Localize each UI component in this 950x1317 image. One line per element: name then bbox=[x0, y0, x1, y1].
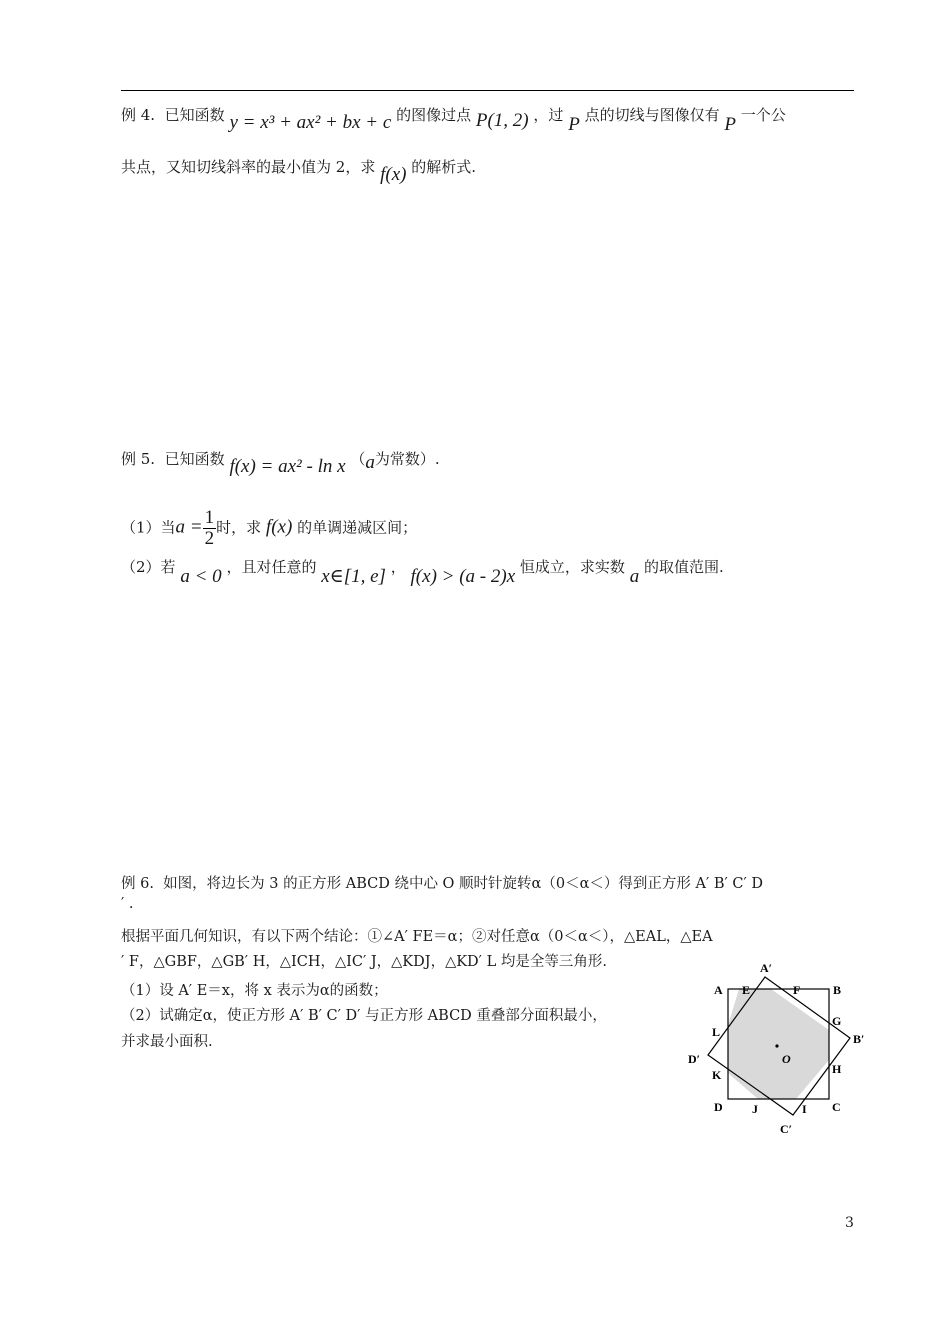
label-B-prime: B′ bbox=[853, 1032, 865, 1046]
ex5-text: （2）若 bbox=[121, 558, 176, 576]
ex4-text: 共点，又知切线斜率的最小值为 2，求 bbox=[121, 158, 376, 176]
ex6-q2: （2）试确定α，使正方形 A′ B′ C′ D′ 与正方形 ABCD 重叠部分面积最小， bbox=[121, 1008, 607, 1024]
ex5-q2-x: x∈[1, e] bbox=[321, 566, 386, 587]
label-B: B bbox=[833, 983, 842, 997]
ex6-line1 bbox=[121, 872, 763, 893]
ex6-line1b: ′ . bbox=[121, 896, 134, 912]
ex5-q2-a: a bbox=[629, 566, 640, 587]
ex4-text: ，过 bbox=[533, 106, 564, 124]
ex5-a: a bbox=[365, 452, 375, 473]
ex5-text: 的取值范围. bbox=[644, 558, 724, 576]
ex5-text: 恒成立，求实数 bbox=[519, 558, 625, 576]
ex4-line1 bbox=[121, 104, 786, 135]
ex5-text: 已知函数 bbox=[164, 450, 225, 468]
label-L: L bbox=[712, 1025, 721, 1039]
fraction-denominator: 2 bbox=[204, 528, 215, 549]
overlap-region bbox=[728, 989, 829, 1099]
ex5-q1-a: a = bbox=[175, 516, 203, 538]
center-point bbox=[775, 1044, 778, 1047]
ex6-line2: 根据平面几何知识，有以下两个结论：①∠A′ FE＝α；②对任意α（0＜α＜），△EAL，△EA bbox=[121, 929, 713, 945]
ex6-label: 例 6. bbox=[121, 876, 154, 892]
label-C: C bbox=[832, 1100, 841, 1114]
header-rule bbox=[121, 90, 854, 91]
label-H: H bbox=[832, 1062, 842, 1076]
label-F: F bbox=[793, 983, 801, 997]
rotated-squares-figure bbox=[680, 955, 880, 1145]
ex6-line3: ′ F，△GBF，△GB′ H，△ICH，△IC′ J，△KDJ，△KD′ L 均是全等三角形. bbox=[121, 954, 607, 970]
label-I: I bbox=[802, 1102, 807, 1116]
ex5-text: （1）当 bbox=[121, 518, 176, 537]
ex4-label: 例 4. bbox=[121, 106, 156, 124]
ex5-label: 例 5. bbox=[121, 450, 156, 468]
label-A: A bbox=[714, 983, 723, 997]
ex5-text: 为常数）. bbox=[374, 450, 440, 468]
label-O: O bbox=[782, 1052, 791, 1066]
page-number: 3 bbox=[845, 1215, 854, 1231]
ex6-q1: （1）设 A′ E＝x，将 x 表示为α的函数； bbox=[121, 983, 388, 999]
ex4-text: 的图像过点 bbox=[396, 106, 472, 124]
label-D: D bbox=[714, 1100, 723, 1114]
ex6-text: 如图，将边长为 3 的正方形 ABCD 绕中心 O 顺时针旋转α（0＜α＜）得到正方形 A′ B′ C′ D bbox=[163, 876, 764, 892]
ex5-q2 bbox=[121, 555, 724, 587]
ex5-text: ， bbox=[390, 558, 406, 576]
label-A-prime: A′ bbox=[760, 961, 773, 975]
ex5-text: （ bbox=[350, 450, 366, 468]
ex4-text: 点的切线与图像仅有 bbox=[584, 106, 720, 124]
ex4-text: 已知函数 bbox=[164, 106, 225, 124]
ex5-q1-fx: f(x) bbox=[265, 516, 293, 538]
ex5-q2-cond: a < 0 bbox=[180, 566, 222, 587]
ex5-text: ，且对任意的 bbox=[226, 558, 317, 576]
label-C-prime: C′ bbox=[780, 1122, 793, 1136]
label-G: G bbox=[832, 1014, 842, 1028]
ex5-text: 的单调递减区间； bbox=[297, 518, 418, 537]
ex5-formula: f(x) = ax² - ln x bbox=[229, 456, 346, 477]
label-J: J bbox=[752, 1102, 758, 1116]
ex5-line1 bbox=[121, 448, 440, 477]
ex4-formula: y = x³ + ax² + bx + c bbox=[229, 112, 392, 133]
label-D-prime: D′ bbox=[688, 1052, 701, 1066]
label-K: K bbox=[712, 1068, 722, 1082]
ex6-q2b: 并求最小面积. bbox=[121, 1034, 213, 1050]
ex4-text: 的解析式. bbox=[411, 158, 477, 176]
ex4-p1: P bbox=[568, 114, 580, 135]
ex5-q1 bbox=[121, 508, 417, 549]
ex4-line2 bbox=[121, 156, 477, 185]
ex4-p2: P bbox=[724, 114, 736, 135]
fraction-half bbox=[203, 508, 217, 549]
ex5-q2-ineq: f(x) > (a - 2)x bbox=[410, 566, 516, 587]
ex4-text: 一个公 bbox=[740, 106, 786, 124]
ex4-point: P(1, 2) bbox=[475, 110, 529, 131]
ex5-text: 时，求 bbox=[216, 518, 262, 537]
label-E: E bbox=[742, 983, 751, 997]
fraction-numerator: 1 bbox=[204, 507, 215, 528]
ex4-fx: f(x) bbox=[380, 164, 407, 185]
